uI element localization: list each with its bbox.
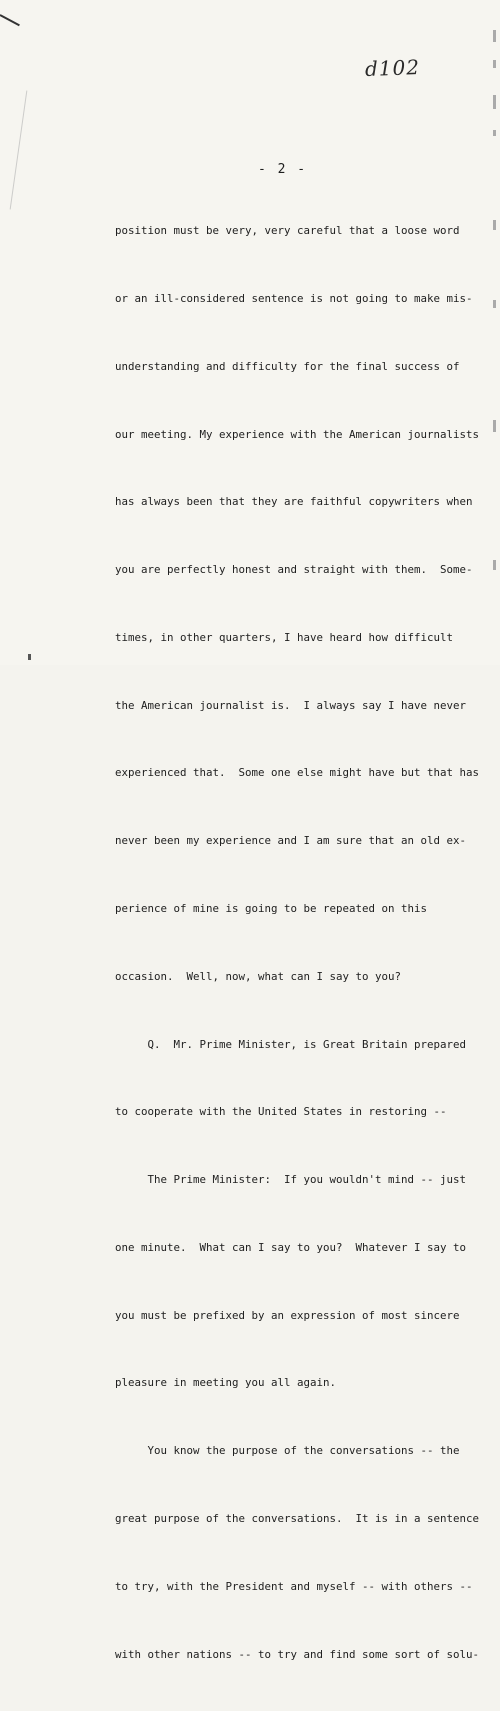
body-text (115, 175, 490, 1711)
text-line: position must be very, very careful that a loose word (115, 224, 460, 238)
page-number: - 2 - (258, 162, 308, 177)
scan-fold-line (10, 91, 28, 210)
text-line: you are perfectly honest and straight with them. Some- (115, 563, 473, 577)
scan-edge-mark (0, 14, 20, 26)
text-line: experienced that. Some one else might have but that has (115, 766, 480, 780)
text-line: the American journalist is. I always say I have never (115, 698, 467, 712)
text-line: one minute. What can I say to you? Whatever I say to (115, 1240, 467, 1254)
text-line: understanding and difficulty for the final success of (115, 359, 460, 373)
text-line: to cooperate with the United States in restoring -- (115, 1105, 447, 1119)
text-line: Q. Mr. Prime Minister, is Great Britain prepared (115, 1037, 467, 1051)
handwritten-annotation: d102 (364, 55, 421, 81)
text-line: never been my experience and I am sure that an old ex- (115, 834, 467, 848)
text-line: perience of mine is going to be repeated on this (115, 902, 428, 915)
text-line: great purpose of the conversations. It is in a sentence (115, 1512, 480, 1526)
text-line: occasion. Well, now, what can I say to you? (115, 969, 402, 983)
text-line: with other nations -- to try and find some sort of solu- (115, 1647, 480, 1661)
text-line: you must be prefixed by an expression of most sincere (115, 1308, 460, 1322)
scan-bottom-mark (28, 654, 31, 660)
text-line: You know the purpose of the conversations -- the (115, 1444, 460, 1458)
text-line: The Prime Minister: If you wouldn't mind -- just (115, 1173, 467, 1187)
text-line: times, in other quarters, I have heard how difficult (115, 630, 454, 644)
text-line: pleasure in meeting you all again. (115, 1376, 337, 1390)
text-line: has always been that they are faithful copywriters when (115, 495, 473, 509)
text-line: or an ill-considered sentence is not going to make mis- (115, 291, 473, 305)
text-line: our meeting. My experience with the American journalists (115, 427, 480, 441)
text-line: to try, with the President and myself -- with others -- (115, 1579, 473, 1593)
